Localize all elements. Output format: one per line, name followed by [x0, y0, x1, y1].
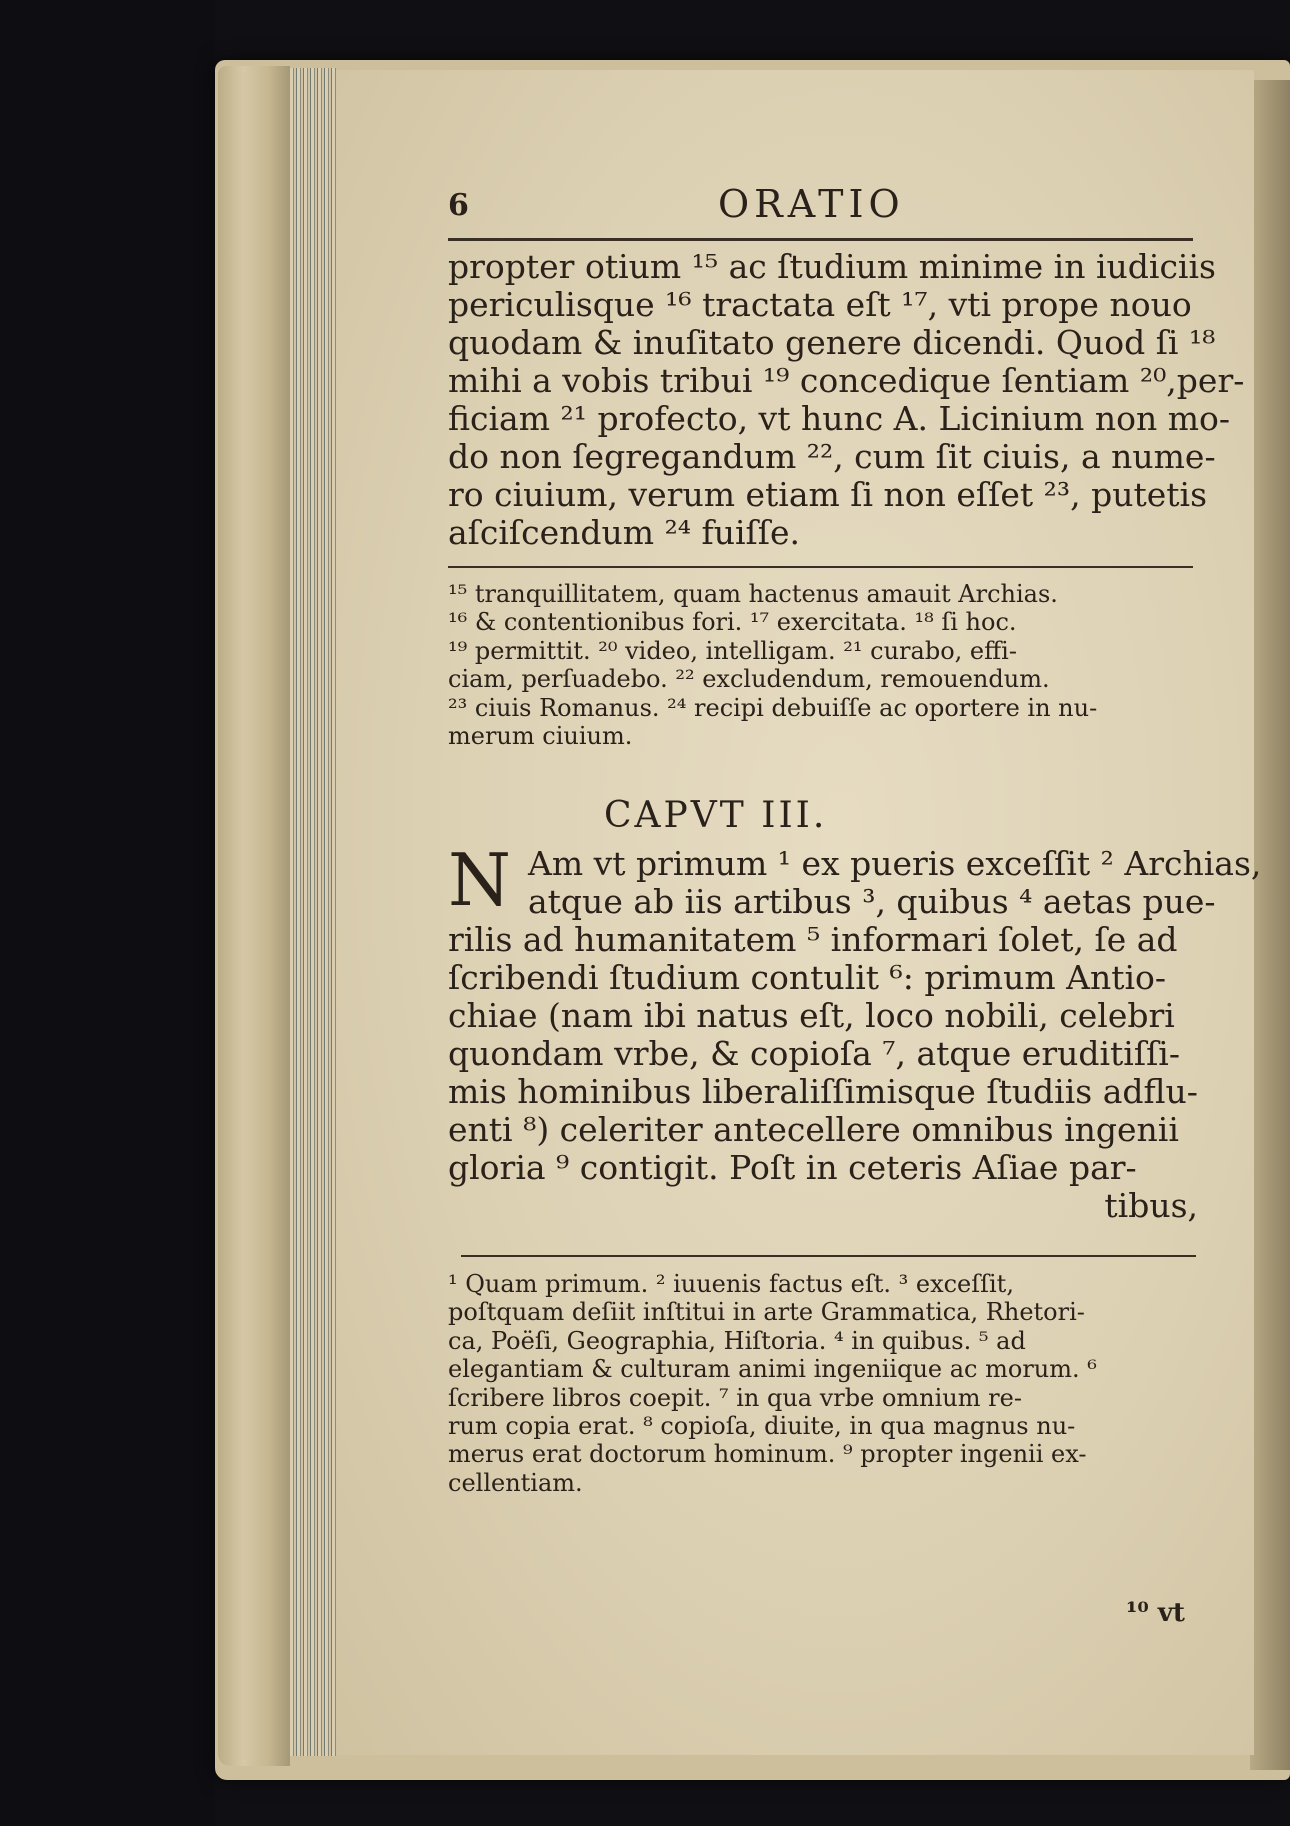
footnote-line: ca, Poëſi, Geographia, Hiſtoria. ⁴ in quibus. ⁵ ad	[448, 1326, 1026, 1355]
footnote-line: ²³ ciuis Romanus. ²⁴ recipi debuiſſe ac oportere in nu-	[448, 693, 1098, 722]
text-line: enti ⁸) celeriter antecellere omnibus ingenii	[448, 1110, 1179, 1149]
book-spine	[218, 66, 290, 1766]
text-line: atque ab iis artibus ³, quibus ⁴ aetas pue-	[528, 882, 1216, 921]
text-line: ficiam ²¹ profecto, vt hunc A. Licinium non mo-	[448, 399, 1231, 438]
text-line: Am vt primum ¹ ex pueris exceſſit ² Archias,	[528, 844, 1262, 883]
running-head	[448, 182, 1138, 226]
text-line: aſciſcendum ²⁴ fuiſſe.	[448, 513, 800, 552]
footnote-line: ¹⁶ & contentionibus fori. ¹⁷ exercitata. ¹⁸ ſi hoc.	[448, 608, 1017, 637]
footnote-rule	[461, 1255, 1196, 1257]
book-right-edge	[1250, 80, 1290, 1770]
text-line: rilis ad humanitatem ⁵ informari ſolet, ſe ad	[448, 920, 1178, 959]
text-line: gloria ⁹ contigit. Poſt in ceteris Aſiae par-	[448, 1148, 1137, 1187]
text-line: periculisque ¹⁶ tractata eſt ¹⁷, vti prope nouo	[448, 285, 1192, 324]
text-line: mihi a vobis tribui ¹⁹ concedique ſentiam ²⁰,per-	[448, 361, 1245, 400]
passage-1	[448, 247, 1245, 552]
footnote-line: ¹⁵ tranquillitatem, quam hactenus amauit Archias.	[448, 580, 1058, 608]
footnote-line: ¹ Quam primum. ² iuuenis factus eſt. ³ exceſſit,	[448, 1270, 1014, 1298]
text-line: quodam & inuſitato genere dicendi. Quod ſi ¹⁸	[448, 323, 1216, 362]
footnotes-2	[448, 1270, 1198, 1497]
text-line: mis hominibus liberaliſſimisque ſtudiis adflu-	[448, 1072, 1198, 1111]
text-line: do non ſegregandum ²², cum ſit ciuis, a nume-	[448, 437, 1216, 476]
footnote-line: merum ciuium.	[448, 722, 633, 751]
footnotes-1	[448, 580, 1198, 750]
footnote-rule	[448, 566, 1193, 568]
head-rule	[448, 238, 1193, 241]
footnote-line: elegantiam & culturam animi ingeniique ac morum. ⁶	[448, 1355, 1097, 1384]
catchword: ¹⁰ vt	[1126, 1598, 1185, 1628]
footnote-line: cellentiam.	[448, 1468, 583, 1497]
text-line: propter otium ¹⁵ ac ſtudium minime in iudiciis	[448, 247, 1216, 286]
text-line: ſcribendi ſtudium contulit ⁶: primum Antio-	[448, 958, 1167, 997]
footnote-line: ſcribere libros coepit. ⁷ in qua vrbe omnium re-	[448, 1383, 1022, 1412]
text-line: ro ciuium, verum etiam ſi non eſſet ²³, putetis	[448, 475, 1207, 514]
text-line: chiae (nam ibi natus eſt, loco nobili, celebri	[448, 996, 1175, 1035]
footnote-line: rum copia erat. ⁸ copioſa, diuite, in qua magnus nu-	[448, 1412, 1076, 1441]
chapter-heading: CAPVT III.	[604, 795, 828, 836]
footnote-line: ¹⁹ permittit. ²⁰ video, intelligam. ²¹ curabo, effi-	[448, 636, 1017, 665]
running-head-title: ORATIO	[718, 182, 905, 226]
text-line: quondam vrbe, & copioſa ⁷, atque eruditiſſi-	[448, 1034, 1180, 1073]
footnote-line: ciam, perſuadebo. ²² excludendum, remouendum.	[448, 665, 1050, 694]
text-line: tibus,	[1104, 1186, 1198, 1225]
footnote-line: merus erat doctorum hominum. ⁹ propter ingenii ex-	[448, 1440, 1087, 1469]
background	[0, 0, 215, 1826]
footnote-line: poſtquam deſiit inſtitui in arte Grammatica, Rhetori-	[448, 1298, 1085, 1327]
passage-2	[448, 838, 1262, 1225]
drop-cap: N	[448, 838, 511, 922]
page-number: 6	[448, 188, 469, 223]
page-text	[336, 70, 1262, 1755]
page-edges	[290, 68, 336, 1756]
